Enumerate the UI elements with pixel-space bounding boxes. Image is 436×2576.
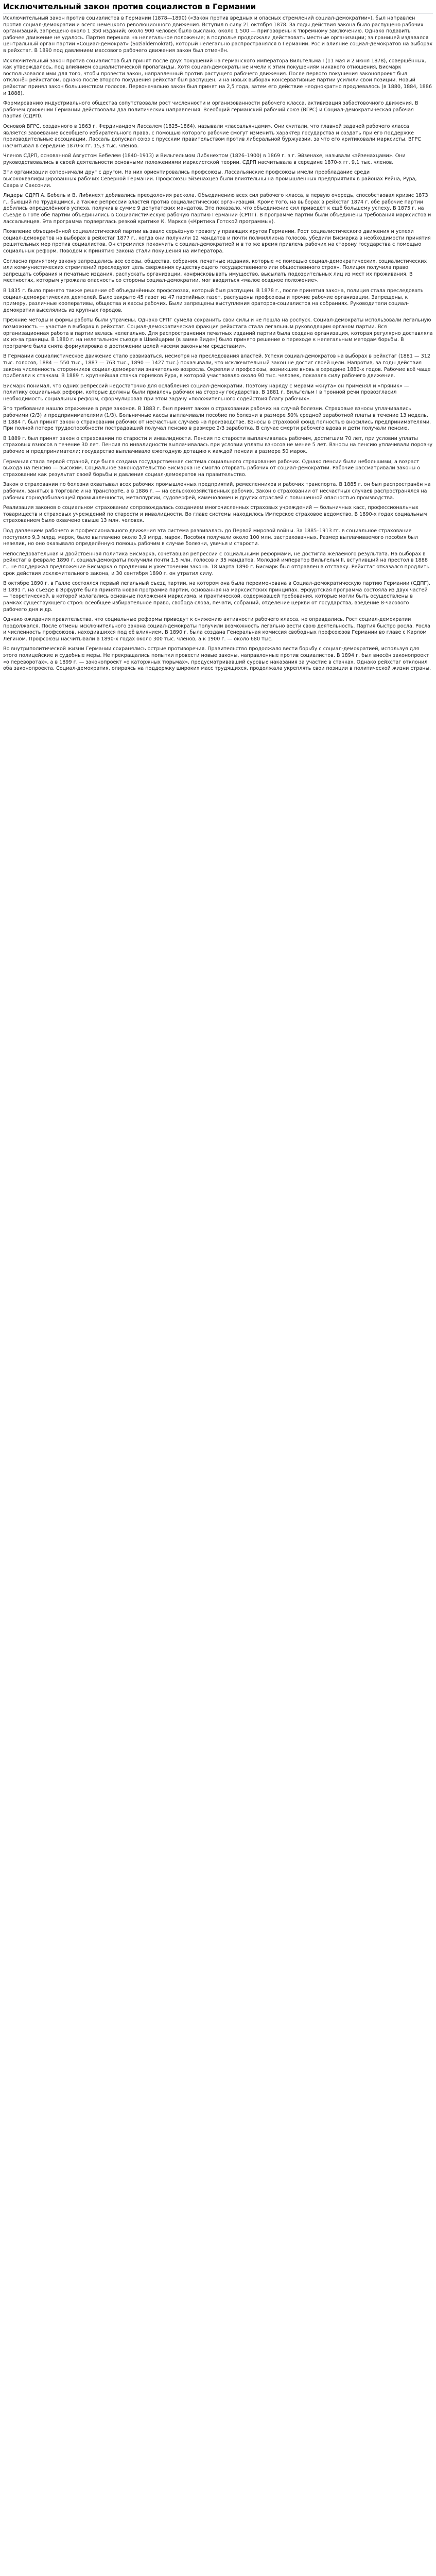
article-paragraph: Согласно принятому закону запрещались все союзы, общества, собрания, печатные издания, которые «с помощью социал-демократических, социалистических или коммунистических стремлений преследуют цель свержения существующего государственного или общественного строя». Полиция получила право запрещать собрания и печатные издания, распускать организации, конфисковывать имущество, высылать подозрительных лиц из мест их проживания. В местностях, которым угрожала опасность со стороны социал-демократии, мог вводиться «малое осадное положение». [3, 258, 427, 284]
article-paragraph: Эти организации соперничали друг с другом. На них ориентировались профсоюзы. Лассальянские профсоюзы имели преобладание среди высококвалифицированных рабочих Северной Германии. Профсоюзы эйзенахцев были влиятельны на промышленных предприятиях в районах Рейна, Рура, Саара и Саксонии. [3, 170, 417, 189]
article-paragraph: Германия стала первой страной, где была создана государственная система социального страхования рабочих. Однако пенсии были небольшими, а возраст выхода на пенсию — высоким. Социальное законодательство Бисмарка не смогло оторвать рабочих от социал-демократии. Рабочие рассматривали законы о страховании как результат своей борьбы и давления социал-демократов на правительство. [3, 459, 421, 478]
article-paragraph: Появление объединённой социалистической партии вызвало серьёзную тревогу у правящих кругов Германии. Рост социалистического движения и успехи социал-демократов на выборах в рейхстаг 1877 г., когда они получили 12 мандатов и почти полмиллиона голосов, убедили Бисмарка в необходимости принятия решительных мер против социалистов. Он стремился покончить с социал-демократией и в то же время привлечь рабочих на сторону государства с помощью социальных реформ. Поводом к принятию закона стали покушения на императора. [3, 229, 431, 254]
article-title: Исключительный закон против социалистов в Германии [3, 2, 433, 13]
article-paragraph: В 1889 г. был принят закон о страховании по старости и инвалидности. Пенсия по старости выплачивалась рабочим, достигшим 70 лет, при условии уплаты страховых взносов в течение 30 лет. Пенсия по инвалидности выплачивалась при условии уплаты взносов не менее 5 лет. Взносы на пенсию уплачивали поровну рабочие и предприниматели; государство выплачивало ежегодную дотацию к каждой пенсии в размере 50 марок. [3, 435, 433, 455]
article-paragraph: Бисмарк понимал, что одних репрессий недостаточно для ослабления социал-демократии. Поэтому наряду с мерами «кнута» он применял и «пряник» — политику социальных реформ, которые должны были привлечь рабочих на сторону государства. В 1881 г. Вильгельм I в тронной речи провозгласил необходимость социальных реформ, сформулировав при этом задачу «положительного содействия благу рабочих». [3, 383, 409, 402]
article-paragraph: Под давлением рабочего и профессионального движения эта система развивалась до Первой мировой войны. За 1885–1913 гг. в социальное страхование поступило 9,3 млрд. марок, было выплачено около 3,9 млрд. марок. Пособия получали около 100 млн. застрахованных. Размер выплачиваемого пособия был невелик, но оно оказывало определённую помощь рабочим в случае болезни, увечья и старости. [3, 528, 418, 547]
article-paragraph: Во внутриполитической жизни Германии сохранялись острые противоречия. Правительство продолжало вести борьбу с социал-демократией, используя для этого полицейские и судебные меры. Не прекращались попытки провести новые законы, направленные против социалистов. В 1894 г. был внесён законопроект «о переворотах», а в 1899 г. — законопроект «о каторжных тюрьмах», предусматривавший суровые наказания за участие в стачках. Однако рейхстаг отклонил оба законопроекта. Социал-демократия, опираясь на поддержку широких масс трудящихся, продолжала укреплять свои позиции в политической жизни страны. [3, 646, 431, 672]
article-paragraph: Исключительный закон против социалистов в Германии (1878—1890) («Закон против вредных и опасных стремлений социал-демократии»), был направлен против социал-демократии и всего немецкого революционного движения. Вступил в силу 21 октября 1878. За годы действия закона было распущено рабочих организаций, запрещено около 1 350 изданий; около 900 человек было выслано, около 1 500 — приговорены к тюремному заключению. Однако подавить рабочее движение не удалось. Партия перешла на нелегальное положение; в подполье продолжали действовать местные организации; за границей издавался центральный орган партии «Социал-демократ» (Sozialdemokrat), который нелегально распространялся в Германии. Рос и влияние социал-демократов на выборах в рейхстаг. В 1890 под давлением массового рабочего движения закон был отменён. [3, 15, 433, 54]
article-paragraph: В Германии социалистическое движение стало развиваться, несмотря на преследования властей. Успехи социал-демократов на выборах в рейхстаг (1881 — 312 тыс. голосов, 1884 — 550 тыс., 1887 — 763 тыс., 1890 — 1427 тыс.) показывали, что исключительный закон не достиг своей цели. Напротив, за годы действия закона численность сторонников социал-демократии значительно возросла. Окрепли и профсоюзы, возникшие вновь в середине 1880-х годов. Рабочие всё чаще прибегали к стачкам. В 1889 г. крупнейшая стачка горняков Рура, в которой участвовало около 90 тыс. человек, показала силу рабочего движения. [3, 353, 431, 379]
article-paragraph: Закон о страховании по болезни охватывал всех рабочих промышленных предприятий, ремесленников и рабочих транспорта. В 1885 г. он был распространён на рабочих, занятых в торговле и на транспорте, а в 1886 г. — на сельскохозяйственных рабочих. Закон о страховании от несчастных случаев распространялся на рабочих горнодобывающей промышленности, металлургии, судоверфей, каменоломен и других отраслей с повышенной опасностью производства. [3, 482, 431, 501]
article-paragraph: Однако ожидания правительства, что социальные реформы приведут к снижению активности рабочего класса, не оправдались. Рост социал-демократии продолжался. После отмены исключительного закона социал-демократы получили возможность легально вести свою деятельность. Партия быстро росла. Росла и численность профсоюзов, находившихся под её влиянием. В 1890 г. была создана Генеральная комиссия свободных профсоюзов Германии во главе с Карлом Легином. Профсоюзы насчитывали в 1890-х годах около 300 тыс. членов, а к 1900 г. — около 680 тыс. [3, 617, 430, 642]
article-paragraph: Реализация законов о социальном страховании сопровождалась созданием многочисленных страховых учреждений — больничных касс, профессиональных товариществ и страховых учреждений по старости и инвалидности. Во главе системы находилось Имперское страховое ведомство. В 1890-х годах социальным страхованием было охвачено свыше 13 млн. человек. [3, 505, 427, 524]
article-paragraph: В октябре 1890 г. в Галле состоялся первый легальный съезд партии, на котором она была переименована в Социал-демократическую партию Германии (СДПГ). В 1891 г. на съезде в Эрфурте была принята новая программа партии, основанная на марксистских принципах. Эрфуртская программа состояла из двух частей — теоретической, в которой излагались основные положения марксизма, и практической, содержавшей требования, которые могли быть осуществлены в рамках существующего строя: всеобщее избирательное право, свобода слова, печати, собраний, отделение церкви от государства, введение 8-часового рабочего дня и др. [3, 581, 431, 613]
article-paragraph: Формированию индустриального общества сопутствовали рост численности и организованности рабочего класса, активизация забастовочного движения. В рабочем движении Германии действовали два политических направления: Всеобщий германский рабочий союз (ВГРС) и Социал-демократическая рабочая партия (СДРП). [3, 100, 418, 120]
article-paragraph: Исключительный закон против социалистов был принят после двух покушений на германского императора Вильгельма I (11 мая и 2 июня 1878), совершённых, как утверждалось, под влиянием социалистической пропаганды. Хотя социал-демократы не имели к этим покушениям никакого отношения, Бисмарк воспользовался ими для того, чтобы провести закон, направленный против растущего рабочего движения. После первого покушения законопроект был отклонён рейхстагом, однако после второго покушения рейхстаг был распущен, и на новых выборах консервативные партии усилили свои позиции. Новый рейхстаг принял закон большинством голосов. Первоначально закон был принят на 2,5 года, затем его действие неоднократно продлевалось (в 1880, 1884, 1886 и 1888). [3, 58, 432, 96]
article-paragraph: Членов СДРП, основанной Августом Бебелем (1840–1913) и Вильгельмом Либкнехтом (1826–1900) в 1869 г. в г. Эйзенахе, называли «эйзенахцами». Они руководствовались в своей деятельности основными положениями марксистской теории. СДРП насчитывала в середине 1870-х гг. 9,1 тыс. членов. [3, 153, 406, 165]
article-paragraph: Лидеры СДРП А. Бебель и В. Либкнехт добивались преодоления раскола. Объединению всех сил рабочего класса, в первую очередь, способствовал кризис 1873 г., бьющий по трудящимся, а также репрессии властей против социалистических организаций. Кроме того, на выборах в рейхстаг 1874 г. обе рабочие партии добились определённого успеха, получив в сумме 9 депутатских мандатов. Это показало, что объединение сил приведёт к ещё большему успеху. В 1875 г. на съезде в Готе обе партии объединились в Социалистическую рабочую партию Германии (СРПГ). В программе партии были объединены требования марксистов и лассальянцев. Эта программа подверглась резкой критике К. Маркса («Критика Готской программы»). [3, 193, 431, 225]
article-paragraph: Непоследовательная и двойственная политика Бисмарка, сочетавшая репрессии с социальными реформами, не достигла желаемого результата. На выборах в рейхстаг в феврале 1890 г. социал-демократы получили почти 1,5 млн. голосов и 35 мандатов. Молодой император Вильгельм II, вступивший на престол в 1888 г., не поддержал предложение Бисмарка о продлении и ужесточении закона. 18 марта 1890 г. Бисмарк был отправлен в отставку. Рейхстаг отказался продлить срок действия исключительного закона, и 30 сентября 1890 г. он утратил силу. [3, 551, 430, 577]
article-paragraph: Это требование нашло отражение в ряде законов. В 1883 г. был принят закон о страховании рабочих на случай болезни. Страховые взносы уплачивались рабочими (2/3) и предпринимателями (1/3). Больничные кассы выплачивали пособие по болезни в размере 50% средней заработной платы в течение 13 недель. В 1884 г. был принят закон о страховании рабочих от несчастных случаев на производстве. Взносы в страховой фонд полностью вносились предпринимателями. При полной потере трудоспособности пострадавший получал пенсию в размере 2/3 заработка. В случае смерти рабочего вдова и дети получали пенсию. [3, 406, 431, 432]
article-body [3, 15, 433, 672]
article-page [0, 0, 436, 681]
article-paragraph: В 1835 г. было принято также решение об объединённых профсоюзах, который был распущен. В 1878 г., после принятия закона, полиция стала преследовать социал-демократических деятелей. Было закрыто 45 газет из 47 партийных газет, распущены профсоюзы и прочие рабочие организации. Запрещены, к примеру, различные кооперативы, общества и кассы рабочих. Были запрещены выступления ораторов-социалистов на собраниях. Руководители социал-демократии выселялись из крупных городов. [3, 287, 424, 313]
article-paragraph: Основой ВГРС, созданного в 1863 г. Фердинандом Лассалем (1825–1864), называли «лассальянцами». Они считали, что главной задачей рабочего класса является завоевание всеобщего избирательного права, с помощью которого рабочие смогут изменить характер государства и создать при его поддержке производительные ассоциации. Лассаль допускал союз с прусским правительством против либеральной буржуазии, за что его критиковали марксисты. ВГРС насчитывал в середине 1870-х гг. 15,3 тыс. членов. [3, 123, 421, 149]
article-paragraph: Прежние методы и формы работы были утрачены. Однако СРПГ сумела сохранить свои силы и не пошла на роспуск. Социал-демократы использовали легальную возможность — участие в выборах в рейхстаг. Социал-демократическая фракция рейхстага стала легальным руководящим органом партии. Вся организационная работа в партии велась нелегально. Для распространения печатных изданий партии была создана организация, которая регулярно доставляла их из-за границы. В 1880 г. на нелегальном съезде в Швейцарии (в замке Виден) было принято решение о переходе к нелегальным методам борьбы. В программе была снята формулировка о достижении целей «всеми законными средствами». [3, 317, 433, 349]
